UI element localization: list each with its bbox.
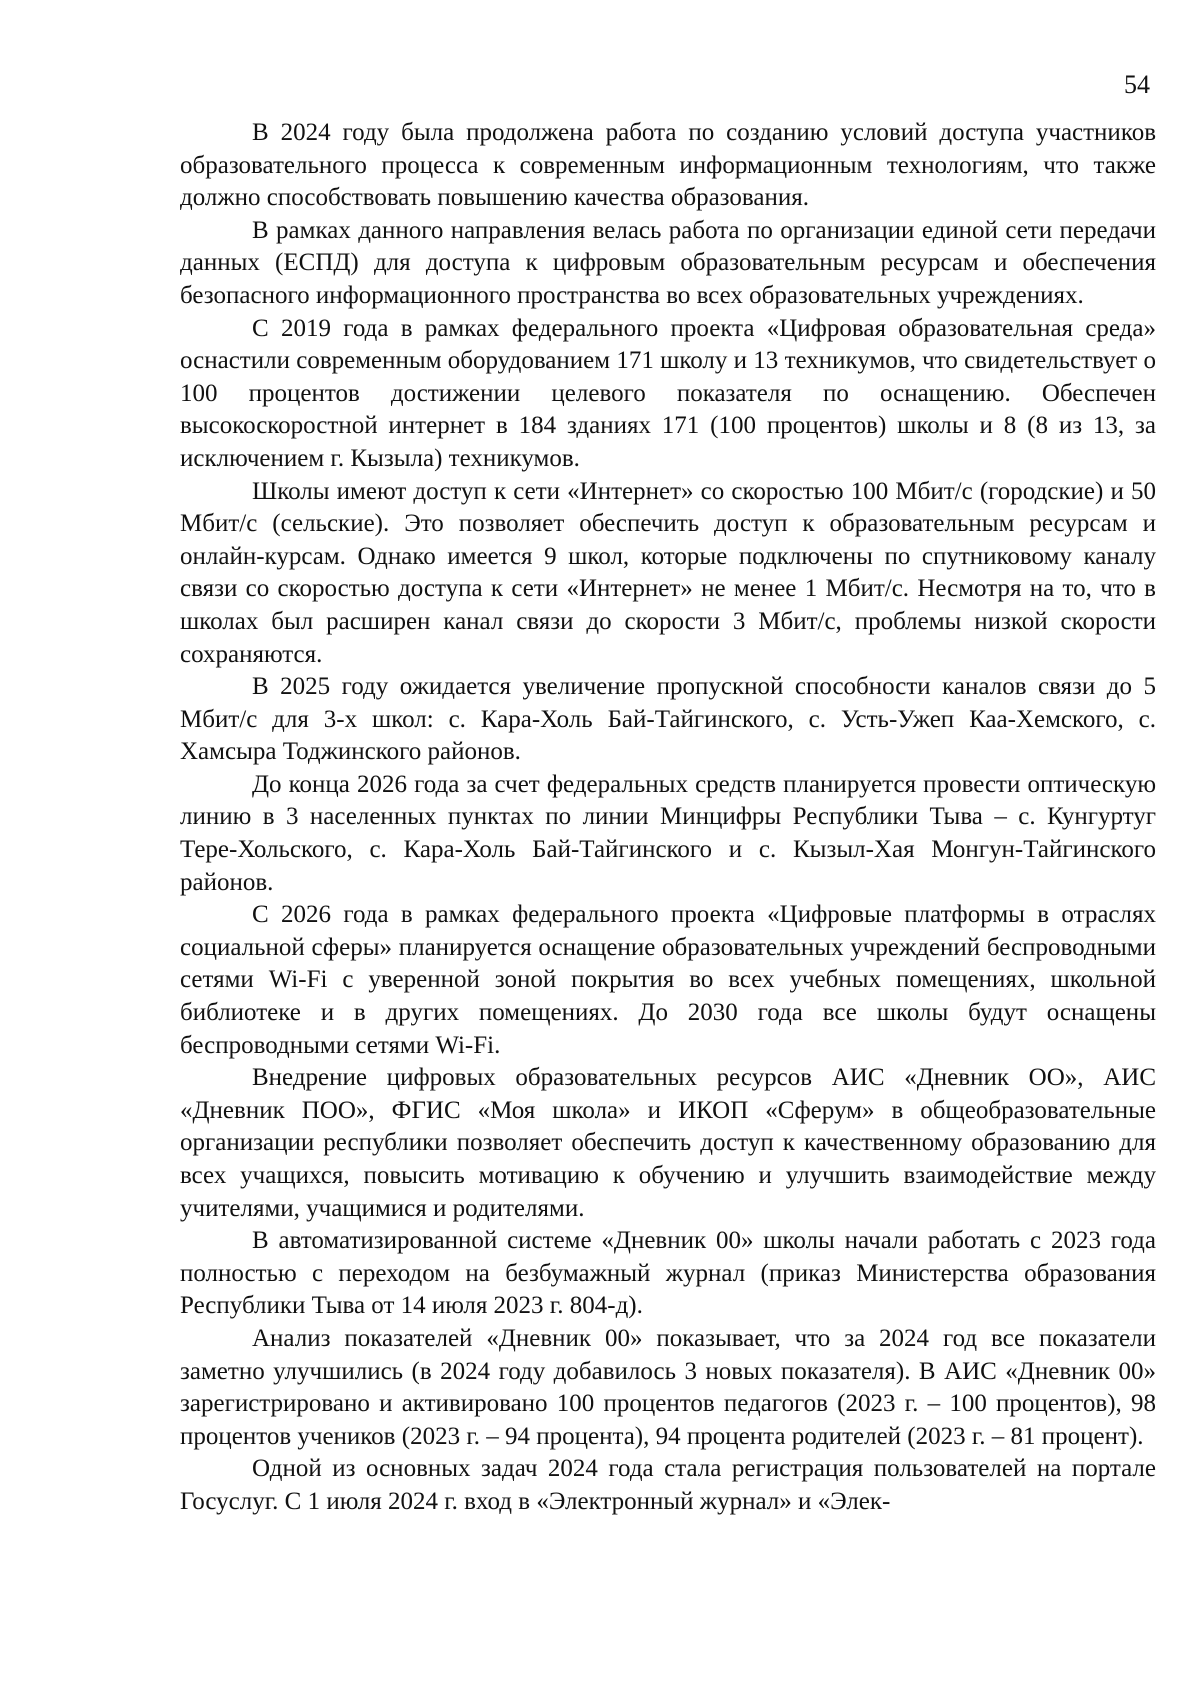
paragraph-3: С 2019 года в рамках федерального проекта «Цифровая образовательная среда» оснастили современным оборудованием 171 школу и 13 техникумов, что свидетельствует о 100 процентов достижении целевого показателя по оснащению. Обеспечен высокоскоростной интернет в 184 зданиях 171 (100 процентов) школы и 8 (8 из 13, за исключением г. Кызыла) техникумов.	[180, 314, 1156, 472]
paragraph-11: Одной из основных задач 2024 года стала регистрация пользователей на портале Госуслуг. С 1 июля 2024 г. вход в «Электронный журнал» и «Элек-	[180, 1455, 1156, 1515]
page-number: 54	[1124, 70, 1150, 99]
paragraph-2: В рамках данного направления велась работа по организации единой сети передачи данных (ЕСПД) для доступа к цифровым образовательным ресурсам и обеспечения безопасного информационного пространства во всех образовательных учреждениях.	[180, 216, 1156, 309]
paragraph-9: В автоматизированной системе «Дневник 00» школы начали работать с 2023 года полностью с переходом на безбумажный журнал (приказ Министерства образования Республики Тыва от 14 июля 2023 г. 804-д).	[180, 1227, 1156, 1320]
paragraph-6: До конца 2026 года за счет федеральных средств планируется провести оптическую линию в 3 населенных пунктах по линии Минцифры Республики Тыва – с. Кунгуртуг Тере-Хольского, с. Кара-Холь Бай-Тайгинского и с. Кызыл-Хая Монгун-Тайгинского районов.	[180, 770, 1156, 896]
paragraph-10: Анализ показателей «Дневник 00» показывает, что за 2024 год все показатели заметно улучшились (в 2024 году добавилось 3 новых показателя). В АИС «Дневник 00» зарегистрировано и активировано 100 процентов педагогов (2023 г. – 100 процентов), 98 процентов учеников (2023 г. – 94 процента), 94 процента родителей (2023 г. – 81 процент).	[180, 1324, 1156, 1450]
document-body	[180, 117, 1156, 1519]
paragraph-5: В 2025 году ожидается увеличение пропускной способности каналов связи до 5 Мбит/с для 3-х школ: с. Кара-Холь Бай-Тайгинского, с. Усть-Ужеп Каа-Хемского, с. Хамсыра Тоджинского районов.	[180, 673, 1156, 766]
paragraph-8: Внедрение цифровых образовательных ресурсов АИС «Дневник ОО», АИС «Дневник ПОО», ФГИС «Моя школа» и ИКОП «Сферум» в общеобразовательные организации республики позволяет обеспечить доступ к качественному образованию для всех учащихся, повысить мотивацию к обучению и улучшить взаимодействие между учителями, учащимися и родителями.	[180, 1064, 1156, 1222]
paragraph-1: В 2024 году была продолжена работа по созданию условий доступа участников образовательного процесса к современным информационным технологиям, что также должно способствовать повышению качества образования.	[180, 119, 1156, 212]
paragraph-7: С 2026 года в рамках федерального проекта «Цифровые платформы в отраслях социальной сферы» планируется оснащение образовательных учреждений беспроводными сетями Wi-Fi с уверенной зоной покрытия во всех учебных помещениях, школьной библиотеке и в других помещениях. До 2030 года все школы будут оснащены беспроводными сетями Wi-Fi.	[180, 901, 1156, 1059]
paragraph-4: Школы имеют доступ к сети «Интернет» со скоростью 100 Мбит/с (городские) и 50 Мбит/с (сельские). Это позволяет обеспечить доступ к образовательным ресурсам и онлайн-курсам. Однако имеется 9 школ, которые подключены по спутниковому каналу связи со скоростью доступа к сети «Интернет» не менее 1 Мбит/с. Несмотря на то, что в школах был расширен канал связи до скорости 3 Мбит/с, проблемы низкой скорости сохраняются.	[180, 477, 1156, 668]
